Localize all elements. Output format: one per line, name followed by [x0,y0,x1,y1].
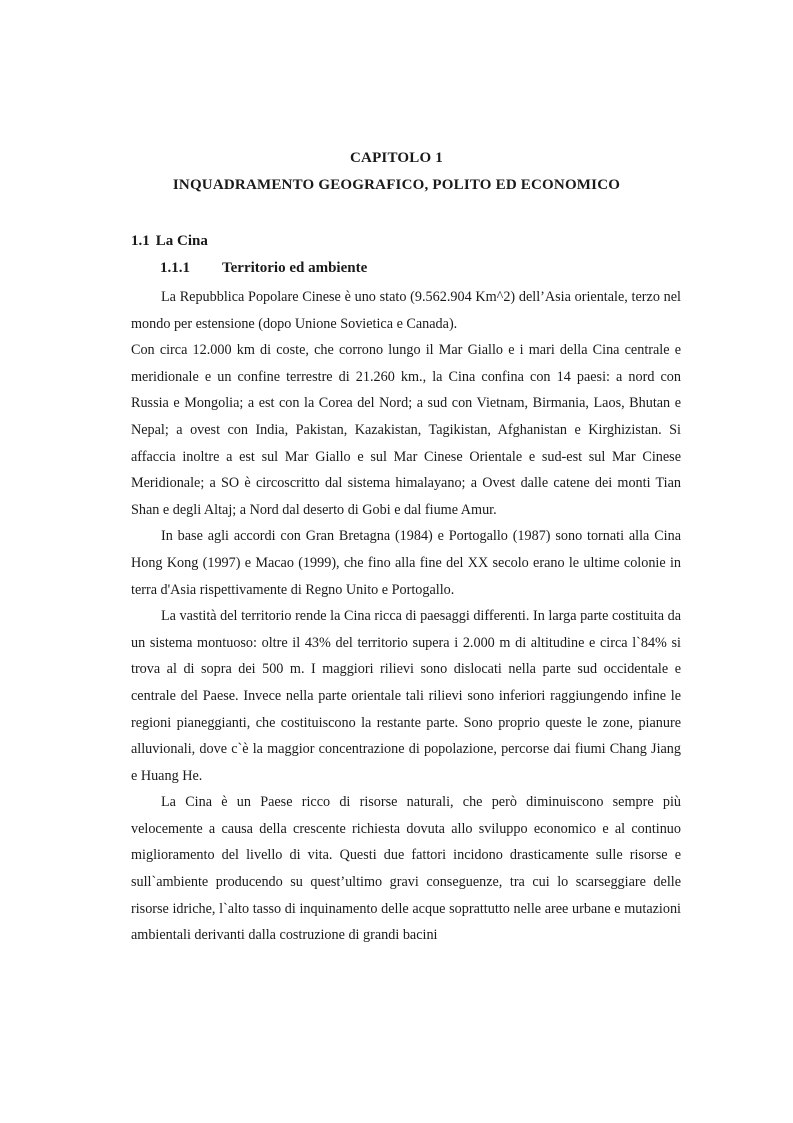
subsection-title: Territorio ed ambiente [222,260,368,276]
paragraph-1: La Repubblica Popolare Cinese è uno stato (9.562.904 Km^2) dell’Asia orientale, terzo nel mondo per estensione (dopo Unione Sovietica e Canada). [131,289,681,332]
section-heading [131,233,214,250]
chapter-label: CAPITOLO 1 [350,150,443,166]
subsection-number: 1.1.1 [160,260,190,276]
paragraph-4: La vastità del territorio rende la Cina ricca di paesaggi differenti. In larga parte costituita da un sistema montuoso: oltre il 43% del territorio supera i 2.000 m di altitudine e circa l`84% si trova al di sopra dei 500 m. I maggiori rilievi sono dislocati nella parte sud occidentale e centrale del Paese. Invece nella parte orientale tali rilievi sono inferiori raggiungendo infine le regioni pianeggianti, che costituiscono la restante parte. Sono proprio queste le zone, pianure alluvionali, dove c`è la maggior concentrazione di popolazione, percorse dai fiumi Chang Jiang e Huang He. [131,608,681,784]
chapter-title: INQUADRAMENTO GEOGRAFICO, POLITO ED ECONOMICO [172,177,621,193]
paragraph-2: Con circa 12.000 km di coste, che corrono lungo il Mar Giallo e i mari della Cina centrale e meridionale e un confine terrestre di 21.260 km., la Cina confina con 14 paesi: a nord con Russia e Mongolia; a est con la Corea del Nord; a sud con Vietnam, Birmania, Laos, Bhutan e Nepal; a ovest con India, Pakistan, Kazakistan, Tagikistan, Afghanistan e Kirghizistan. Si affaccia inoltre a est sul Mar Giallo e sul Mar Cinese Orientale e sud-est sul Mar Cinese Meridionale; a SO è circoscritto dal sistema himalayano; a Ovest dalle catene dei monti Tian Shan e degli Altaj; a Nord dal deserto di Gobi e dal fiume Amur. [131,342,681,518]
paragraph-3: In base agli accordi con Gran Bretagna (1984) e Portogallo (1987) sono tornati alla Cina Hong Kong (1997) e Macao (1999), che fino alla fine del XX secolo erano le ultime colonie in terra d'Asia rispettivamente di Regno Unito e Portogallo. [131,528,681,598]
paragraph-5: La Cina è un Paese ricco di risorse naturali, che però diminuiscono sempre più velocemente a causa della crescente richiesta dovuta allo sviluppo economico e al continuo miglioramento del livello di vita. Questi due fattori incidono drasticamente sulle risorse e sull`ambiente producendo su quest’ultimo gravi conseguenze, tra cui lo scarseggiare delle risorse idriche, l`alto tasso di inquinamento delle acque soprattutto nelle aree urbane e mutazioni ambientali derivanti dalla costruzione di grandi bacini [131,794,681,944]
section-title: La Cina [155,233,208,249]
subsection-heading [160,260,367,277]
section-number: 1.1 [131,233,150,249]
body-text [131,284,681,949]
